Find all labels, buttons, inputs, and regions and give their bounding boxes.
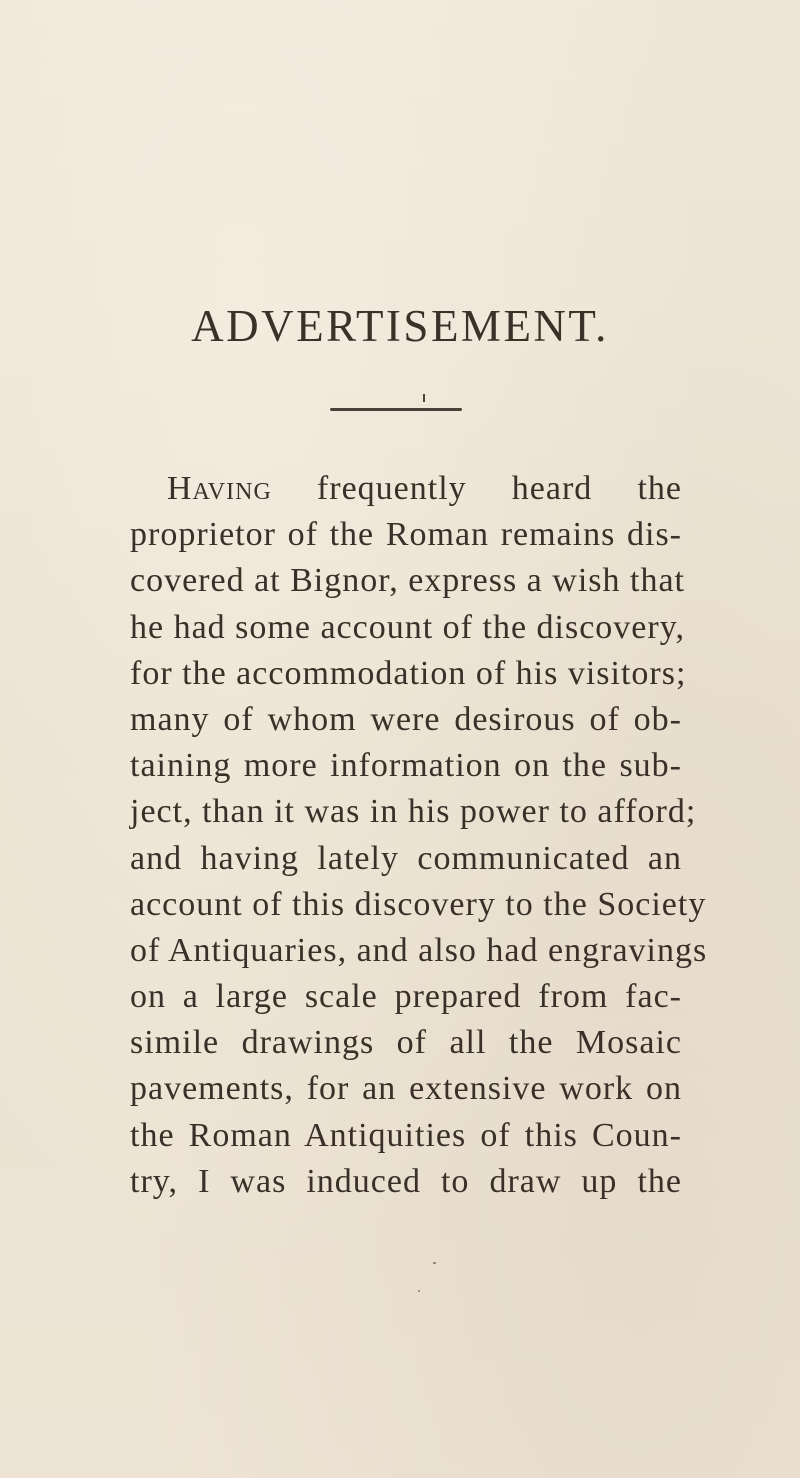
paragraph-line: account of this discovery to the Society — [130, 885, 707, 923]
paragraph-line: pavements, for an extensive work on — [130, 1070, 682, 1108]
rule-ornament — [423, 394, 425, 402]
page-title: ADVERTISEMENT. — [191, 301, 609, 351]
paragraph-line: ject, than it was in his power to afford; — [130, 793, 697, 831]
paragraph-line: on a large scale prepared from fac- — [130, 978, 682, 1016]
body-paragraph — [130, 466, 708, 1205]
paper-speck — [433, 1262, 436, 1264]
line-text: frequently heard the — [271, 470, 682, 507]
paragraph-line — [130, 466, 682, 512]
paragraph-line: many of whom were desirous of ob- — [130, 700, 682, 738]
paragraph-line: of Antiquaries, and also had engravings — [130, 931, 708, 969]
paragraph-line: proprietor of the Roman remains dis- — [130, 516, 682, 554]
paragraph-line: taining more information on the sub- — [130, 747, 682, 785]
paper-speck — [418, 1290, 420, 1292]
paragraph-line: for the accommodation of his visitors; — [130, 654, 687, 692]
paragraph-line: and having lately communicated an — [130, 839, 682, 877]
paragraph-line: covered at Bignor, express a wish that — [130, 562, 685, 600]
paragraph-line: try, I was induced to draw up the — [130, 1162, 682, 1200]
opening-word: Having — [167, 470, 272, 507]
paragraph-line: the Roman Antiquities of this Coun- — [130, 1116, 682, 1154]
title-divider-rule — [330, 408, 462, 411]
paragraph-line: simile drawings of all the Mosaic — [130, 1024, 682, 1062]
paragraph-line: he had some account of the discovery, — [130, 608, 686, 646]
